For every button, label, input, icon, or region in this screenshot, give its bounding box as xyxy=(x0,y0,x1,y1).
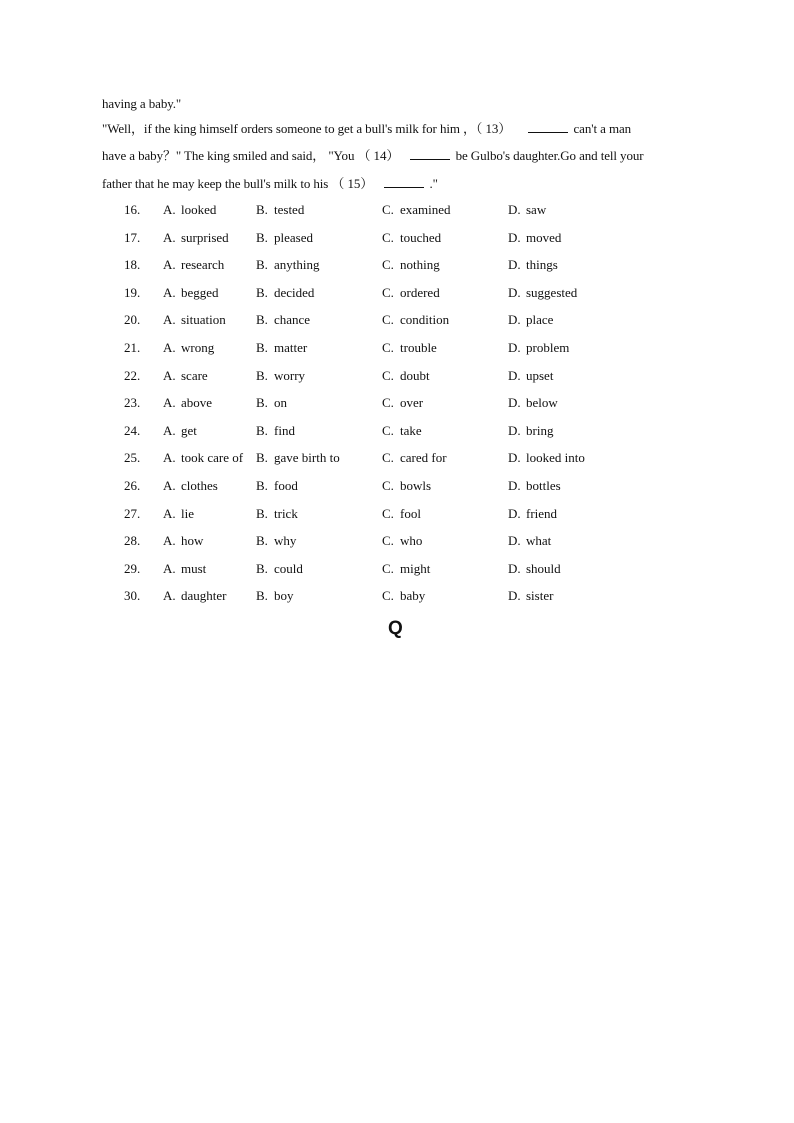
option-text: who xyxy=(400,533,423,549)
option-text: pleased xyxy=(274,229,313,245)
option-b xyxy=(256,504,298,524)
option-letter: D. xyxy=(508,533,521,549)
question-number: 24. xyxy=(124,422,141,438)
option-b xyxy=(256,255,320,275)
option-d xyxy=(508,421,553,441)
option-letter: A. xyxy=(163,450,176,466)
option-c xyxy=(382,283,440,303)
option-d xyxy=(508,338,569,358)
option-b xyxy=(256,200,304,220)
option-letter: B. xyxy=(256,312,268,328)
option-text: friend xyxy=(526,505,558,521)
question-number: 29. xyxy=(124,560,141,576)
passage-text: father that he may keep the bull's milk to his （ 15） xyxy=(102,176,374,191)
option-letter: B. xyxy=(256,478,268,493)
option-letter: D. xyxy=(508,478,521,493)
option-letter: B. xyxy=(256,284,268,300)
option-letter: D. xyxy=(508,284,521,300)
option-letter: A. xyxy=(163,422,176,438)
option-letter: B. xyxy=(256,422,268,438)
option-text: baby xyxy=(400,588,426,604)
option-letter: C. xyxy=(382,505,394,521)
question-number: 28. xyxy=(124,533,141,549)
question-number: 25. xyxy=(124,450,141,466)
option-letter: A. xyxy=(163,588,176,604)
option-letter: D. xyxy=(508,395,521,411)
option-c xyxy=(382,504,421,524)
answer-blank-14 xyxy=(410,147,450,160)
option-b xyxy=(256,283,314,303)
option-letter: D. xyxy=(508,505,521,521)
option-text: problem xyxy=(526,340,570,355)
option-letter: D. xyxy=(508,202,521,217)
question-row xyxy=(0,421,794,441)
option-letter: C. xyxy=(382,312,394,328)
option-text: suggested xyxy=(526,284,578,300)
question-number: 16. xyxy=(124,202,141,217)
page-mark: Q xyxy=(388,618,403,639)
option-d xyxy=(508,586,553,606)
option-c xyxy=(382,421,422,441)
option-text: on xyxy=(274,395,287,411)
option-d xyxy=(508,531,551,551)
option-text: trick xyxy=(274,505,298,521)
option-b xyxy=(256,531,296,551)
option-a xyxy=(163,476,218,496)
passage-text: can't a man xyxy=(573,121,632,136)
option-letter: A. xyxy=(163,560,176,576)
option-text: saw xyxy=(526,202,547,217)
question-number: 22. xyxy=(124,367,141,383)
option-letter: A. xyxy=(163,229,176,245)
option-a xyxy=(163,448,243,468)
option-text: wrong xyxy=(181,340,215,355)
option-text: research xyxy=(181,257,225,273)
option-d xyxy=(508,283,577,303)
question-row xyxy=(0,200,794,220)
option-text: might xyxy=(400,560,431,576)
option-letter: C. xyxy=(382,257,394,273)
option-text: things xyxy=(526,257,558,273)
option-text: get xyxy=(181,422,197,438)
option-text: looked xyxy=(181,202,217,217)
option-text: clothes xyxy=(181,478,218,493)
question-number: 19. xyxy=(124,284,141,300)
option-letter: C. xyxy=(382,478,394,493)
option-text: why xyxy=(274,533,297,549)
option-text: ordered xyxy=(400,284,440,300)
option-text: how xyxy=(181,533,204,549)
option-letter: D. xyxy=(508,588,521,604)
option-letter: C. xyxy=(382,340,394,355)
option-a xyxy=(163,283,219,303)
option-letter: B. xyxy=(256,229,268,245)
question-number: 26. xyxy=(124,478,141,493)
option-letter: C. xyxy=(382,533,394,549)
option-letter: B. xyxy=(256,533,268,549)
option-c xyxy=(382,255,440,275)
passage-text: ." xyxy=(429,176,438,191)
option-text: upset xyxy=(526,367,554,383)
option-a xyxy=(163,586,226,606)
option-text: begged xyxy=(181,284,219,300)
option-letter: D. xyxy=(508,450,521,466)
question-row xyxy=(0,448,794,468)
option-a xyxy=(163,559,206,579)
option-b xyxy=(256,559,303,579)
option-c xyxy=(382,476,431,496)
option-letter: C. xyxy=(382,229,394,245)
option-c xyxy=(382,531,422,551)
option-d xyxy=(508,310,553,330)
option-c xyxy=(382,559,430,579)
option-letter: A. xyxy=(163,367,176,383)
option-letter: C. xyxy=(382,395,394,411)
question-number: 20. xyxy=(124,312,141,328)
option-text: bottles xyxy=(526,478,561,493)
question-number: 17. xyxy=(124,229,141,245)
question-number: 23. xyxy=(124,395,141,411)
option-letter: A. xyxy=(163,312,176,328)
option-letter: B. xyxy=(256,588,268,604)
option-text: chance xyxy=(274,312,311,328)
option-a xyxy=(163,228,229,248)
option-a xyxy=(163,366,208,386)
option-d xyxy=(508,476,561,496)
option-text: above xyxy=(181,395,213,411)
option-letter: D. xyxy=(508,340,521,355)
option-letter: D. xyxy=(508,367,521,383)
option-letter: A. xyxy=(163,533,176,549)
option-text: moved xyxy=(526,229,562,245)
option-text: gave birth to xyxy=(274,450,340,466)
option-b xyxy=(256,421,295,441)
option-b xyxy=(256,448,340,468)
option-text: lie xyxy=(181,505,194,521)
option-a xyxy=(163,310,226,330)
option-b xyxy=(256,366,305,386)
option-letter: B. xyxy=(256,395,268,411)
option-letter: B. xyxy=(256,367,268,383)
question-row xyxy=(0,283,794,303)
option-text: take xyxy=(400,422,422,438)
option-text: matter xyxy=(274,340,308,355)
option-text: bowls xyxy=(400,478,432,493)
question-row xyxy=(0,531,794,551)
question-number: 21. xyxy=(124,340,141,355)
option-text: place xyxy=(526,312,554,328)
option-text: touched xyxy=(400,229,442,245)
option-c xyxy=(382,448,447,468)
option-text: cared for xyxy=(400,450,447,466)
option-text: examined xyxy=(400,202,451,217)
question-row xyxy=(0,228,794,248)
option-letter: B. xyxy=(256,257,268,273)
option-text: find xyxy=(274,422,295,438)
option-letter: B. xyxy=(256,340,268,355)
option-b xyxy=(256,586,294,606)
question-row xyxy=(0,559,794,579)
option-c xyxy=(382,338,437,358)
option-d xyxy=(508,559,561,579)
option-text: bring xyxy=(526,422,554,438)
option-letter: D. xyxy=(508,312,521,328)
option-text: decided xyxy=(274,284,315,300)
option-letter: B. xyxy=(256,450,268,466)
option-letter: D. xyxy=(508,229,521,245)
option-letter: D. xyxy=(508,257,521,273)
question-row xyxy=(0,338,794,358)
option-letter: C. xyxy=(382,202,394,217)
option-letter: D. xyxy=(508,422,521,438)
question-row xyxy=(0,310,794,330)
question-row xyxy=(0,504,794,524)
question-row xyxy=(0,255,794,275)
option-text: sister xyxy=(526,588,554,604)
question-row xyxy=(0,393,794,413)
passage-text: "Well，if the king himself orders someone to get a bull's milk for him ，（ 13） xyxy=(102,121,512,136)
passage-line-1 xyxy=(102,95,702,113)
passage-line-3 xyxy=(102,147,702,165)
passage-line-4 xyxy=(102,175,702,193)
option-b xyxy=(256,476,298,496)
option-text: trouble xyxy=(400,340,437,355)
question-number: 27. xyxy=(124,505,141,521)
option-letter: C. xyxy=(382,367,394,383)
passage-text: be Gulbo's daughter.Go and tell your xyxy=(455,148,644,163)
question-row xyxy=(0,586,794,606)
option-b xyxy=(256,393,287,413)
question-row xyxy=(0,366,794,386)
option-text: below xyxy=(526,395,558,411)
option-text: took care of xyxy=(181,450,244,466)
option-text: doubt xyxy=(400,367,430,383)
passage-line-2 xyxy=(102,120,702,138)
option-letter: A. xyxy=(163,505,176,521)
option-text: condition xyxy=(400,312,450,328)
option-letter: B. xyxy=(256,505,268,521)
question-number: 18. xyxy=(124,257,141,273)
option-letter: C. xyxy=(382,560,394,576)
answer-blank-13 xyxy=(528,120,568,133)
option-text: food xyxy=(274,478,298,493)
option-text: anything xyxy=(274,257,320,273)
option-letter: D. xyxy=(508,560,521,576)
option-text: looked into xyxy=(526,450,585,466)
option-letter: C. xyxy=(382,450,394,466)
option-d xyxy=(508,504,557,524)
option-text: surprised xyxy=(181,229,229,245)
option-text: should xyxy=(526,560,561,576)
option-letter: B. xyxy=(256,202,268,217)
option-letter: A. xyxy=(163,478,176,493)
option-letter: A. xyxy=(163,340,176,355)
option-text: daughter xyxy=(181,588,227,604)
option-letter: A. xyxy=(163,202,176,217)
option-c xyxy=(382,393,423,413)
option-text: tested xyxy=(274,202,305,217)
passage-text: having a baby." xyxy=(102,96,182,111)
option-d xyxy=(508,448,585,468)
option-text: worry xyxy=(274,367,306,383)
option-text: over xyxy=(400,395,424,411)
option-letter: C. xyxy=(382,284,394,300)
answer-blank-15 xyxy=(384,175,424,188)
option-c xyxy=(382,586,425,606)
option-d xyxy=(508,200,546,220)
passage-text: have a baby？" The king smiled and said， "You （ 14） xyxy=(102,148,400,163)
option-c xyxy=(382,228,441,248)
option-d xyxy=(508,228,561,248)
option-text: fool xyxy=(400,505,421,521)
option-b xyxy=(256,310,310,330)
option-d xyxy=(508,255,558,275)
option-c xyxy=(382,200,451,220)
option-letter: A. xyxy=(163,395,176,411)
option-letter: C. xyxy=(382,588,394,604)
option-text: what xyxy=(526,533,552,549)
option-letter: C. xyxy=(382,422,394,438)
option-d xyxy=(508,366,553,386)
option-text: must xyxy=(181,560,207,576)
option-letter: B. xyxy=(256,560,268,576)
option-a xyxy=(163,393,212,413)
option-letter: A. xyxy=(163,257,176,273)
option-text: nothing xyxy=(400,257,440,273)
option-d xyxy=(508,393,558,413)
option-text: could xyxy=(274,560,303,576)
option-a xyxy=(163,255,224,275)
option-b xyxy=(256,228,313,248)
option-text: scare xyxy=(181,367,208,383)
option-c xyxy=(382,366,430,386)
question-number: 30. xyxy=(124,588,141,604)
option-text: boy xyxy=(274,588,294,604)
option-b xyxy=(256,338,307,358)
option-c xyxy=(382,310,449,330)
option-a xyxy=(163,200,216,220)
option-a xyxy=(163,504,194,524)
option-a xyxy=(163,338,214,358)
option-text: situation xyxy=(181,312,226,328)
option-letter: A. xyxy=(163,284,176,300)
option-a xyxy=(163,421,197,441)
option-a xyxy=(163,531,203,551)
question-row xyxy=(0,476,794,496)
